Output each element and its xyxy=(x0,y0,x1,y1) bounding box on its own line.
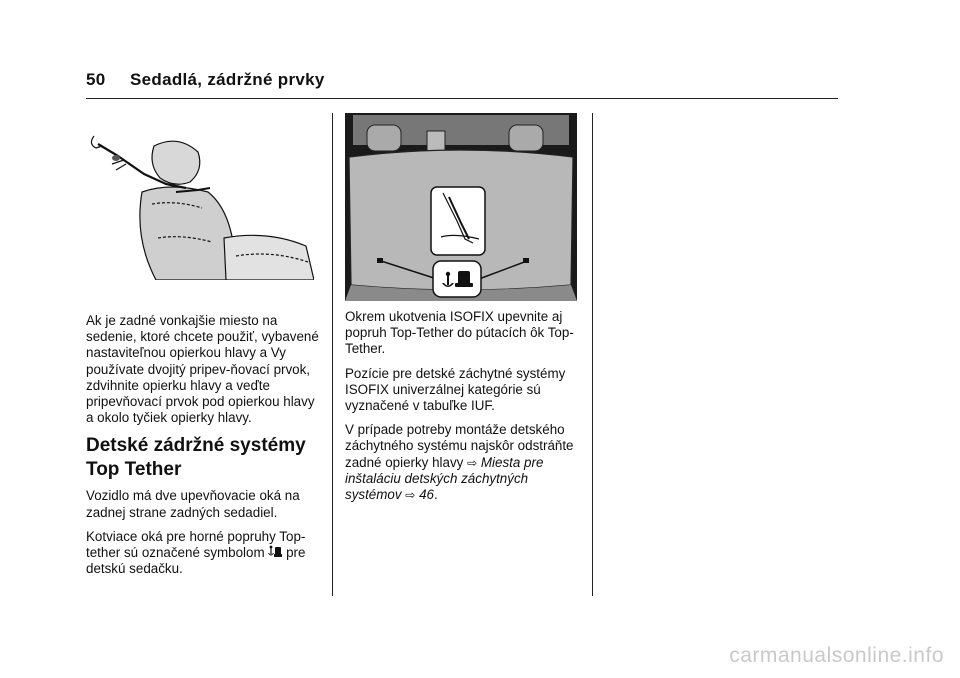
isofix-paragraph: Okrem ukotvenia ISOFIX upevnite aj popruh Top-Tether do pútacích ôk Top-Tether. xyxy=(345,309,574,357)
section-heading: Detské zádržné systémy Top Tether xyxy=(86,435,306,481)
column-divider-left xyxy=(332,113,333,596)
right-text-column xyxy=(345,309,585,511)
header-rule xyxy=(86,98,838,99)
page-number: 50 xyxy=(86,70,106,89)
headrest-paragraph-text: V prípade potreby montáže detského záchytného systému najskôr odstráňte zadné opierky hlavy xyxy=(345,422,574,470)
symbol-paragraph-end: pre detskú sedačku. xyxy=(86,545,306,577)
child-seat-anchor-icon xyxy=(268,545,282,558)
watermark: carmanualsonline.info xyxy=(729,644,944,667)
symbol-paragraph xyxy=(86,529,321,578)
tether-eyes-paragraph: Vozidlo má dve upevňovacie oká na zadnej strane zadných sedadiel. xyxy=(86,488,300,520)
intro-paragraph: Ak je zadné vonkajšie miesto na sedenie, ktoré chcete použiť, vybavené nastaviteľnou opierkou hlavy a Vy používate dvojitý pripev-ňovací prvok, zdvihnite opierku hlavy a veďte pripevňovací prvok pod opierkou hlavy a okolo tyčiek opierky hlavy. xyxy=(86,313,319,426)
page-header xyxy=(86,70,325,90)
seat-tether-illustration xyxy=(86,130,314,280)
section-title: Sedadlá, zádržné prvky xyxy=(130,70,325,89)
cross-reference-page[interactable]: 46 xyxy=(419,487,434,503)
cross-reference-link[interactable]: Miesta pre inštaláciu detských záchytných systémov xyxy=(345,454,544,503)
left-text-column xyxy=(86,313,321,585)
cross-reference-icon: ⇨ xyxy=(467,455,478,470)
headrest-paragraph xyxy=(345,422,585,503)
iuf-paragraph: Pozície pre detské záchytné systémy ISOFIX univerzálnej kategórie sú vyznačené v tabuľke IUF. xyxy=(345,365,566,414)
paragraph-end: . xyxy=(434,487,438,503)
page-reference-icon: ⇨ xyxy=(405,488,416,503)
symbol-paragraph-text: Kotviace oká pre horné popruhy Top-tether sú označené symbolom xyxy=(86,528,306,561)
column-divider-right xyxy=(592,113,593,596)
cargo-area-illustration xyxy=(345,113,577,301)
